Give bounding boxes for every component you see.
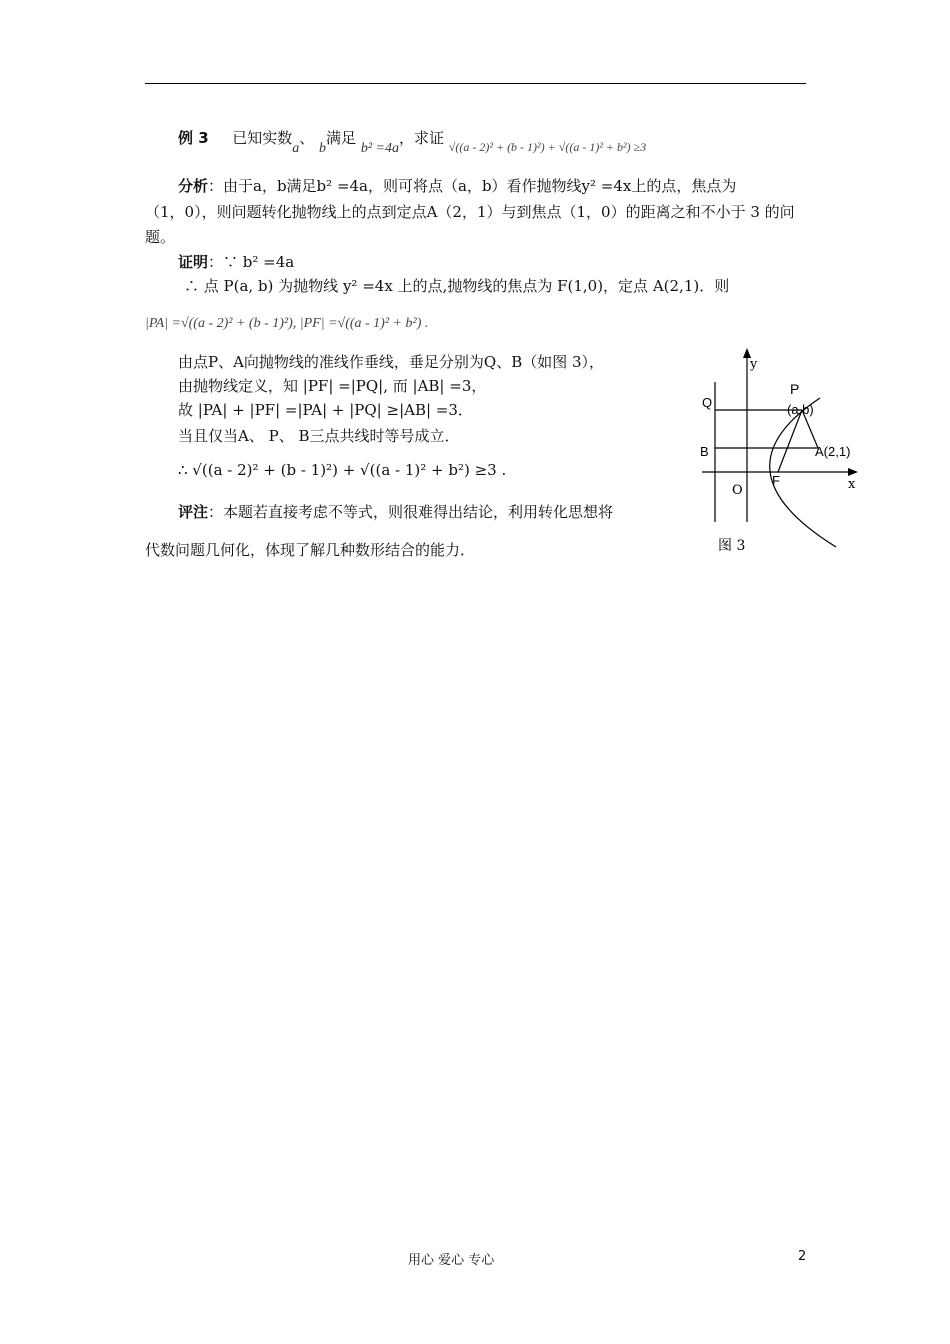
proof-line-7: 当且仅当A、 P、 B三点共线时等号成立． bbox=[178, 427, 460, 445]
example-line bbox=[178, 128, 647, 156]
point-p-label: P bbox=[790, 381, 800, 397]
proof-text-1: ：∵ b² =4a bbox=[208, 253, 295, 271]
condition-formula: b² =4a bbox=[360, 141, 399, 156]
point-p-coords: (a,b) bbox=[787, 402, 814, 417]
x-axis-label: x bbox=[848, 477, 856, 492]
y-axis-label: y bbox=[750, 357, 758, 372]
proof-line-4: 由点P、A向抛物线的准线作垂线，垂足分别为Q、B（如图 3）， bbox=[178, 353, 605, 371]
proof-line-2: ∴ 点 P(a, b) 为抛物线 y² =4x 上的点,抛物线的焦点为 F(1,0)，定点 A(2,1)．则 bbox=[184, 277, 730, 295]
remark-text-1: ：本题若直接考虑不等式，则很难得出结论，利用转化思想将 bbox=[208, 503, 614, 521]
proof-label: 证明 bbox=[178, 253, 209, 271]
example-label: 例 3 bbox=[178, 129, 209, 147]
point-b-label: B bbox=[700, 444, 709, 459]
example-text-3: ，求证 bbox=[399, 129, 445, 147]
analysis-line-1 bbox=[178, 176, 736, 196]
var-a: a bbox=[292, 141, 300, 156]
remark-line-1 bbox=[178, 502, 613, 522]
analysis-text-1: ：由于a，b满足b² =4a，则可将点（a，b）看作抛物线y² =4x上的点，焦点为 bbox=[208, 177, 737, 195]
footer-text: 用心 爱心 专心 bbox=[408, 1253, 495, 1268]
figure-caption: 图 3 bbox=[718, 538, 746, 554]
point-f-label: F bbox=[772, 473, 780, 488]
analysis-line-3: 题。 bbox=[145, 228, 176, 246]
remark-label: 评注 bbox=[178, 503, 209, 521]
x-axis-arrow bbox=[848, 468, 858, 476]
example-text-2: 满足 bbox=[326, 129, 357, 147]
target-inequality: √((a - 2)² + (b - 1)²) + √((a - 1)² + b²) ≥3 bbox=[448, 140, 647, 154]
example-text-1: 已知实数 bbox=[232, 129, 293, 147]
remark-line-2: 代数问题几何化，体现了解几种数形结合的能力． bbox=[145, 541, 476, 559]
parabola-figure bbox=[690, 340, 860, 560]
proof-line-1 bbox=[178, 252, 294, 272]
proof-line-3: |PA| =√((a - 2)² + (b - 1)²), |PF| =√((a - 1)² + b²) . bbox=[145, 316, 429, 331]
origin-label: O bbox=[732, 483, 743, 498]
var-b: b bbox=[319, 141, 327, 156]
header-rule bbox=[145, 83, 806, 84]
analysis-line-2: （1，0），则问题转化抛物线上的点到定点A（2，1）与到焦点（1，0）的距离之和不小于 3 的问 bbox=[145, 203, 795, 221]
point-a-label: A(2,1) bbox=[815, 444, 851, 459]
point-q-label: Q bbox=[702, 395, 713, 410]
page-number: 2 bbox=[798, 1249, 807, 1264]
segment-pf bbox=[778, 410, 802, 472]
example-comma: 、 bbox=[299, 129, 315, 147]
proof-line-8: ∴ √((a - 2)² + (b - 1)²) + √((a - 1)² + b²) ≥3 . bbox=[178, 461, 507, 479]
proof-line-6: 故 |PA| + |PF| =|PA| + |PQ| ≥|AB| =3． bbox=[178, 401, 473, 419]
proof-line-5: 由抛物线定义，知 |PF| =|PQ|, 而 |AB| =3， bbox=[178, 377, 487, 395]
analysis-label: 分析 bbox=[178, 177, 209, 195]
